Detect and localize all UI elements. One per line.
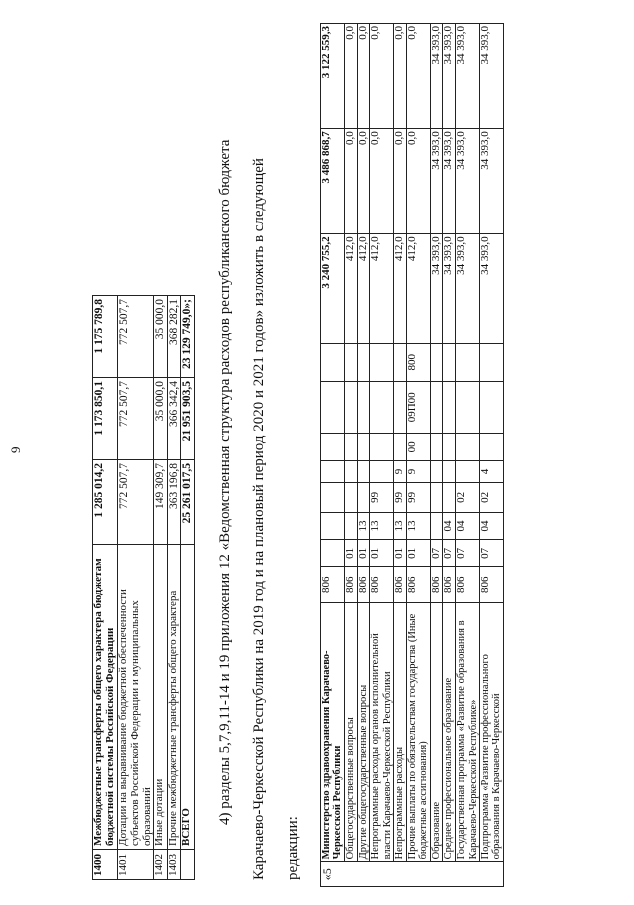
quote-mark-cell: «5 — [321, 862, 504, 887]
expense-name-cell: Непрограммные расходы — [394, 602, 407, 861]
subprogram-code-cell — [430, 461, 443, 483]
program-code-cell — [357, 482, 370, 512]
departmental-expenditure-table — [320, 23, 504, 887]
expense-type-cell — [344, 343, 357, 381]
program-code-cell: 99 — [406, 482, 430, 512]
section-code-cell: 01 — [344, 540, 357, 567]
direction-code-cell — [480, 381, 504, 433]
table-row — [406, 24, 430, 887]
amount-2021-cell: 1 175 789,8 — [93, 296, 118, 378]
section-name-cell: Иные дотации — [154, 544, 167, 849]
ministry-code-cell: 806 — [394, 567, 407, 603]
expense-name-cell: Образование — [430, 602, 443, 861]
expense-type-cell: 800 — [406, 343, 430, 381]
direction-code-cell — [394, 381, 407, 433]
activity-code-cell — [394, 433, 407, 460]
activity-code-cell — [443, 433, 456, 460]
table-row — [370, 24, 394, 887]
amount-2020-cell: 34 393,0 — [480, 129, 504, 234]
ministry-code-cell: 806 — [430, 567, 443, 603]
subsection-code-cell: 04 — [480, 512, 504, 539]
table-row — [181, 296, 194, 880]
amount-2021-cell: 34 393,0 — [430, 24, 443, 129]
table-row — [93, 296, 118, 880]
amount-2020-cell: 0,0 — [394, 129, 407, 234]
expense-name-cell: Непрограммные расходы органов исполнительной власти Карачаево-Черкесской Республики — [370, 602, 394, 861]
program-code-cell: 99 — [394, 482, 407, 512]
program-code-cell — [344, 482, 357, 512]
amount-2020-cell: 366 342,4 — [167, 378, 180, 460]
section-code-cell: 1403 — [167, 850, 180, 880]
ministry-code-cell: 806 — [370, 567, 394, 603]
amount-2019-cell: 412,0 — [406, 234, 430, 343]
section-code-cell: 1401 — [117, 850, 154, 880]
subprogram-code-cell — [357, 461, 370, 483]
subsection-code-cell: 13 — [394, 512, 407, 539]
amount-2020-cell: 0,0 — [370, 129, 394, 234]
amount-2020-cell: 34 393,0 — [456, 129, 480, 234]
section-code-cell: 01 — [406, 540, 430, 567]
amount-2020-cell: 35 000,0 — [154, 378, 167, 460]
amount-2019-cell: 34 393,0 — [430, 234, 443, 343]
amount-2020-cell: 21 951 903,5 — [181, 378, 194, 460]
paragraph-line-1: 4) разделы 5,7,9,11-14 и 19 приложения 12 «Ведомственная структура расходов республиканского бюджета — [217, 139, 233, 825]
subprogram-code-cell — [370, 461, 394, 483]
expense-name-cell: Государственная программа «Развитие образования в Карачаево-Черкесской Республике» — [456, 602, 480, 861]
activity-code-cell — [480, 433, 504, 460]
amount-2020-cell: 0,0 — [357, 129, 370, 234]
amount-2020-cell: 772 507,7 — [117, 378, 154, 460]
amount-2021-cell: 0,0 — [370, 24, 394, 129]
amount-2021-cell: 34 393,0 — [456, 24, 480, 129]
ministry-code-cell: 806 — [443, 567, 456, 603]
table-row — [154, 296, 167, 880]
ministry-code-cell: 806 — [480, 567, 504, 603]
amendment-paragraph — [208, 20, 310, 880]
paragraph-line-3: редакции: — [285, 816, 301, 880]
table-row — [443, 24, 456, 887]
transfers-table — [92, 295, 195, 880]
amount-2021-cell: 368 282,1 — [167, 296, 180, 378]
program-code-cell: 99 — [370, 482, 394, 512]
subsection-code-cell — [430, 512, 443, 539]
activity-code-cell — [456, 433, 480, 460]
subprogram-code-cell: 4 — [480, 461, 504, 483]
subsection-code-cell: 13 — [406, 512, 430, 539]
amount-2019-cell: 1 285 014,2 — [93, 459, 118, 544]
amount-2021-cell: 0,0 — [406, 24, 430, 129]
section-name-cell: Прочие межбюджетные трансферты общего характера — [167, 544, 180, 849]
amount-2019-cell: 34 393,0 — [480, 234, 504, 343]
expense-name-cell: Общегосударственные вопросы — [344, 602, 357, 861]
amount-2020-cell: 3 486 868,7 — [321, 129, 345, 234]
expense-type-cell — [394, 343, 407, 381]
direction-code-cell — [430, 381, 443, 433]
table-row — [357, 24, 370, 887]
program-code-cell — [443, 482, 456, 512]
amount-2020-cell: 34 393,0 — [443, 129, 456, 234]
table-row — [456, 24, 480, 887]
section-code-cell: 07 — [456, 540, 480, 567]
section-code-cell — [181, 850, 194, 880]
direction-code-cell: 09П00 — [406, 381, 430, 433]
expense-name-cell: Прочие выплаты по обязательствам государства (Иные бюджетные ассигнования) — [406, 602, 430, 861]
ministry-code-cell: 806 — [406, 567, 430, 603]
amount-2019-cell: 412,0 — [344, 234, 357, 343]
amount-2019-cell: 363 196,8 — [167, 459, 180, 544]
activity-code-cell — [430, 433, 443, 460]
direction-code-cell — [370, 381, 394, 433]
direction-code-cell — [344, 381, 357, 433]
section-name-cell: Межбюджетные трансферты общего характера бюджетам бюджетной системы Российской Федерации — [93, 544, 118, 849]
table-row — [480, 24, 504, 887]
amount-2019-cell: 149 309,7 — [154, 459, 167, 544]
table-row — [430, 24, 443, 887]
table-row — [167, 296, 180, 880]
subprogram-code-cell — [344, 461, 357, 483]
ministry-code-cell: 806 — [357, 567, 370, 603]
expense-type-cell — [321, 343, 345, 381]
amount-2019-cell: 412,0 — [394, 234, 407, 343]
subsection-code-cell — [344, 512, 357, 539]
section-code-cell: 1402 — [154, 850, 167, 880]
subprogram-code-cell: 9 — [394, 461, 407, 483]
ministry-code-cell: 806 — [456, 567, 480, 603]
amount-2020-cell: 34 393,0 — [430, 129, 443, 234]
expense-type-cell — [430, 343, 443, 381]
section-name-cell: ВСЕГО — [181, 544, 194, 849]
expense-type-cell — [357, 343, 370, 381]
subsection-code-cell: 04 — [443, 512, 456, 539]
amount-2020-cell: 0,0 — [344, 129, 357, 234]
subsection-code-cell: 04 — [456, 512, 480, 539]
activity-code-cell — [344, 433, 357, 460]
amount-2019-cell: 34 393,0 — [443, 234, 456, 343]
section-name-cell: Дотации на выравнивание бюджетной обеспеченности субъектов Российской Федерации и муниципальных образований — [117, 544, 154, 849]
ministry-code-cell: 806 — [344, 567, 357, 603]
direction-code-cell — [443, 381, 456, 433]
activity-code-cell — [321, 433, 345, 460]
section-code-cell: 01 — [394, 540, 407, 567]
expense-name-cell: Другие общегосударственные вопросы — [357, 602, 370, 861]
amount-2021-cell: 0,0 — [394, 24, 407, 129]
amount-2021-cell: 3 122 559,3 — [321, 24, 345, 129]
section-code-cell: 1400 — [93, 850, 118, 880]
table-row — [117, 296, 154, 880]
expense-name-cell: Министерство здравоохранения Карачаево-Черкесской Республики — [321, 602, 345, 861]
expense-type-cell — [456, 343, 480, 381]
program-code-cell: 02 — [480, 482, 504, 512]
amount-2019-cell: 412,0 — [370, 234, 394, 343]
expense-type-cell — [370, 343, 394, 381]
section-code-cell — [321, 540, 345, 567]
amount-2019-cell: 25 261 017,5 — [181, 459, 194, 544]
amount-2021-cell: 35 000,0 — [154, 296, 167, 378]
amount-2019-cell: 772 507,7 — [117, 459, 154, 544]
section-code-cell: 01 — [370, 540, 394, 567]
amount-2021-cell: 34 393,0 — [480, 24, 504, 129]
subsection-code-cell — [321, 512, 345, 539]
expense-name-cell: Среднее профессиональное образование — [443, 602, 456, 861]
direction-code-cell — [321, 381, 345, 433]
section-code-cell: 07 — [480, 540, 504, 567]
activity-code-cell — [357, 433, 370, 460]
amount-2021-cell: 0,0 — [357, 24, 370, 129]
subprogram-code-cell — [456, 461, 480, 483]
direction-code-cell — [357, 381, 370, 433]
direction-code-cell — [456, 381, 480, 433]
expense-type-cell — [480, 343, 504, 381]
section-code-cell: 01 — [357, 540, 370, 567]
activity-code-cell: 00 — [406, 433, 430, 460]
amount-2021-cell: 34 393,0 — [443, 24, 456, 129]
amount-2019-cell: 34 393,0 — [456, 234, 480, 343]
program-code-cell: 02 — [456, 482, 480, 512]
paragraph-line-2: Карачаево-Черкесской Республики на 2019 год и на плановый период 2020 и 2021 годов» изложить в следующей — [251, 158, 267, 880]
section-code-cell: 07 — [430, 540, 443, 567]
activity-code-cell — [370, 433, 394, 460]
amount-2020-cell: 1 173 850,1 — [93, 378, 118, 460]
amount-2021-cell: 0,0 — [344, 24, 357, 129]
page-number: 9 — [8, 446, 23, 453]
subprogram-code-cell — [321, 461, 345, 483]
expense-name-cell: Подпрограмма «Развитие профессионального образования в Карачаево-Черкесской — [480, 602, 504, 861]
subprogram-code-cell: 9 — [406, 461, 430, 483]
table-row — [321, 24, 345, 887]
section-code-cell: 07 — [443, 540, 456, 567]
amount-2021-cell: 23 129 749,0»; — [181, 296, 194, 378]
amount-2019-cell: 412,0 — [357, 234, 370, 343]
table-row — [344, 24, 357, 887]
table-row — [394, 24, 407, 887]
amount-2019-cell: 3 240 755,2 — [321, 234, 345, 343]
program-code-cell — [430, 482, 443, 512]
expense-type-cell — [443, 343, 456, 381]
subprogram-code-cell — [443, 461, 456, 483]
program-code-cell — [321, 482, 345, 512]
subsection-code-cell: 13 — [370, 512, 394, 539]
subsection-code-cell: 13 — [357, 512, 370, 539]
ministry-code-cell: 806 — [321, 567, 345, 603]
amount-2020-cell: 0,0 — [406, 129, 430, 234]
amount-2021-cell: 772 507,7 — [117, 296, 154, 378]
